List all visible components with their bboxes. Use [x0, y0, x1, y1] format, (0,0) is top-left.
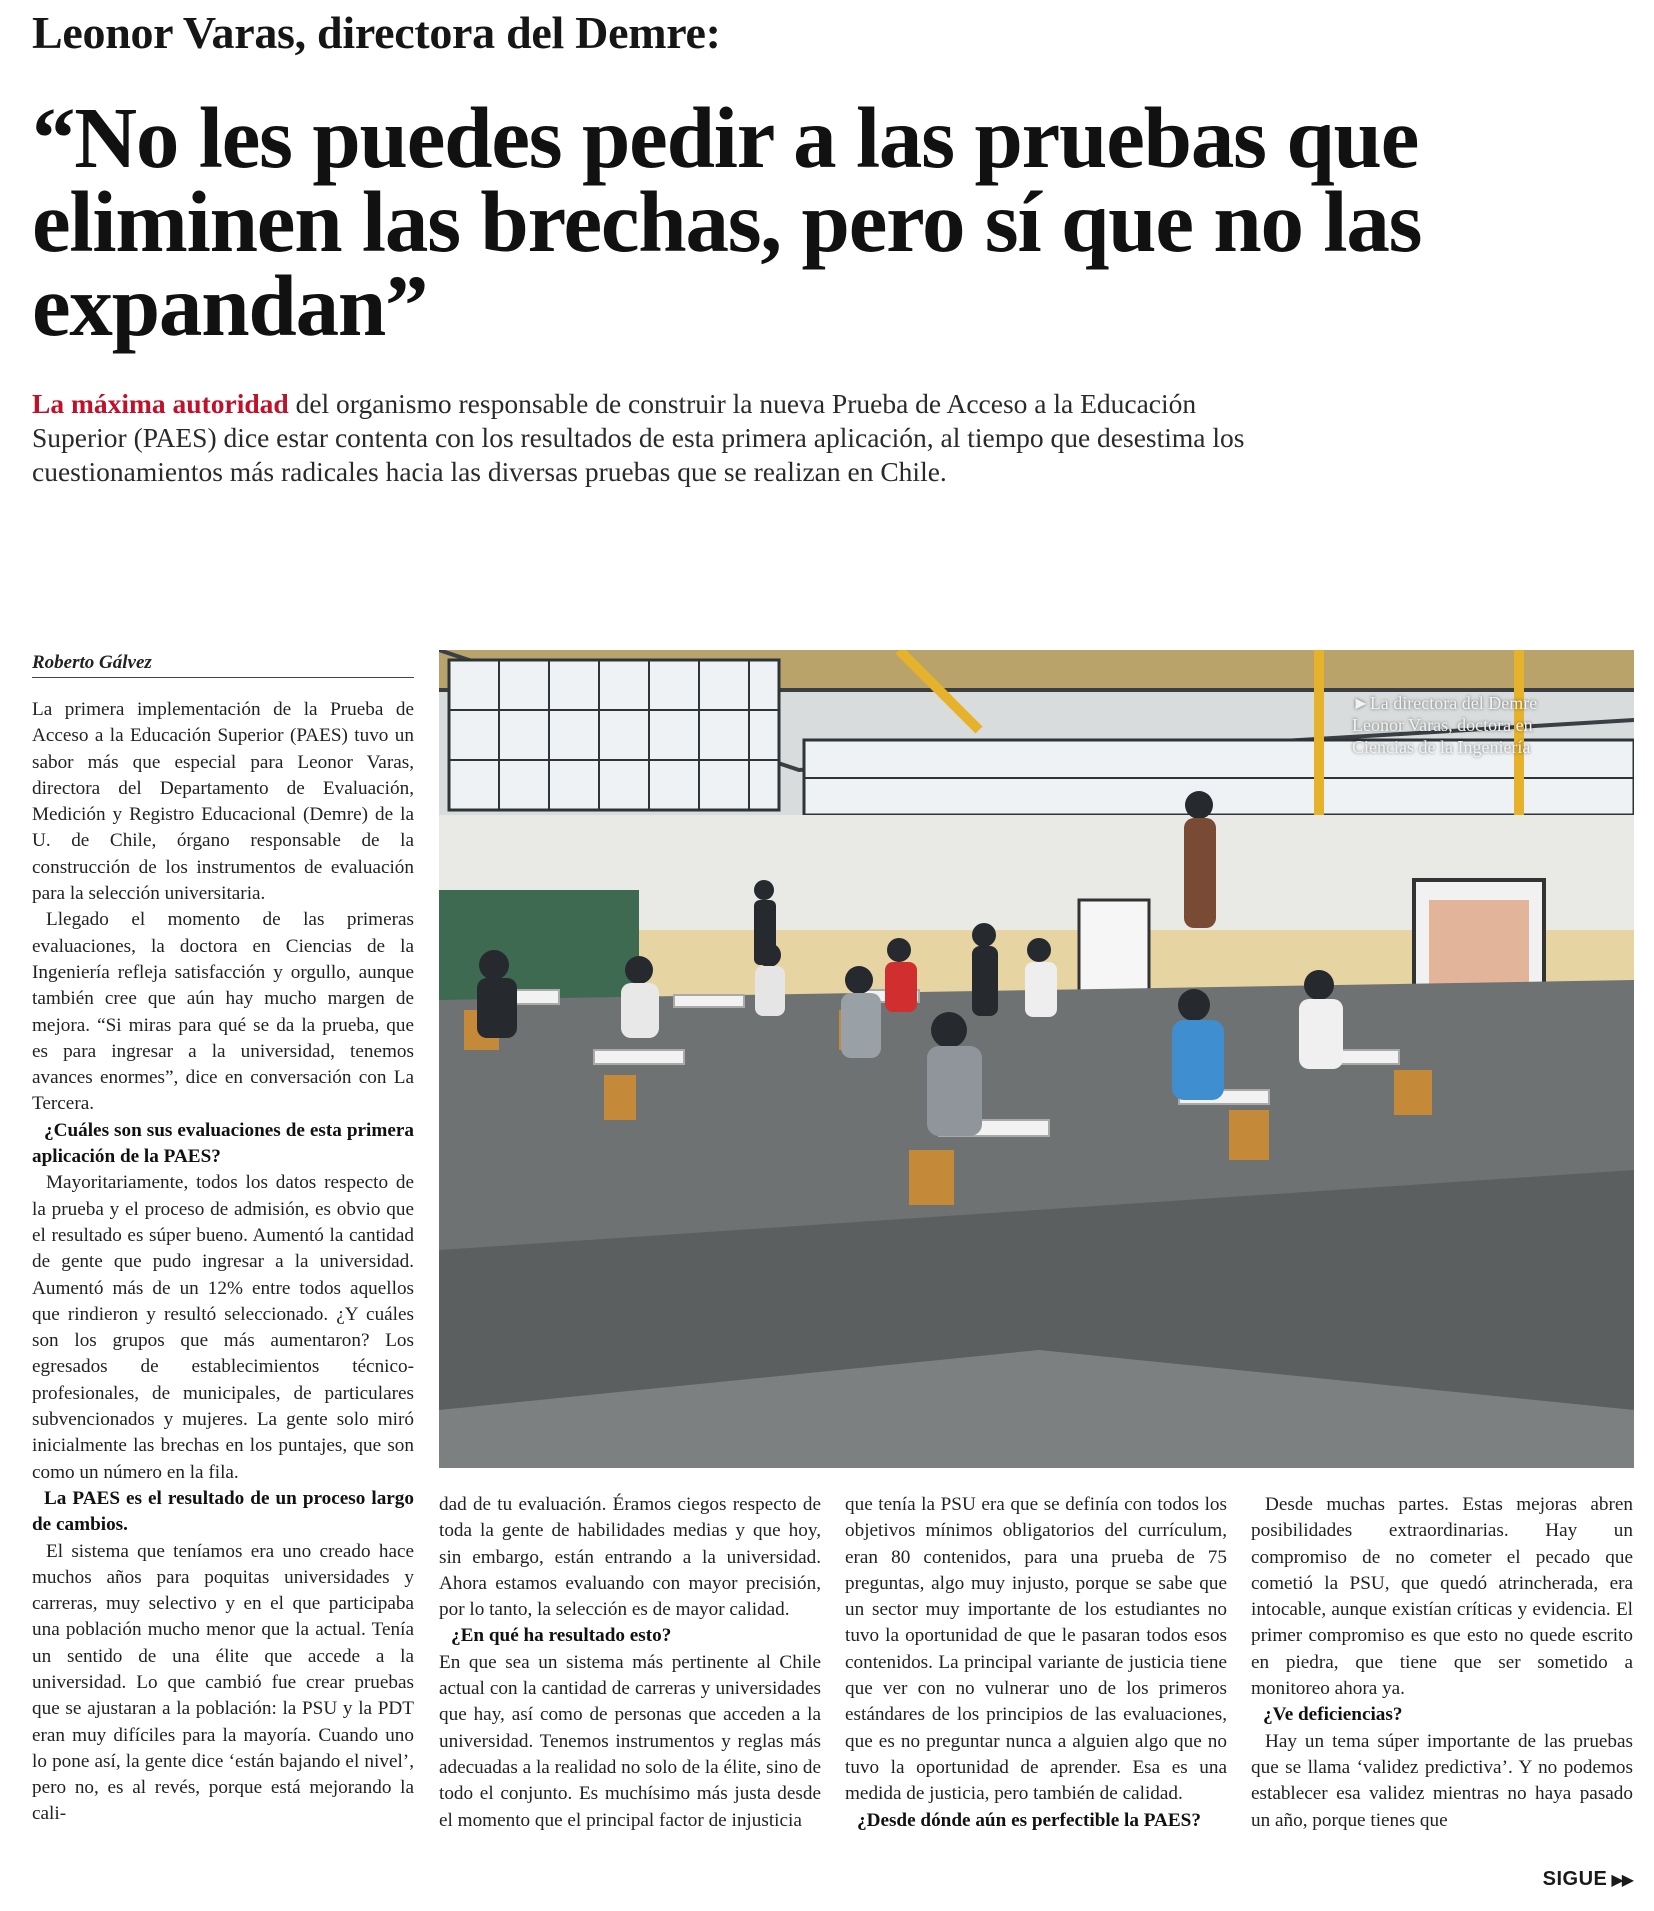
- article-column-4: [1251, 1492, 1633, 1834]
- lead-text: del organismo responsable de construir la nueva Prueba de Acceso a la Educación Superior (PAES) dice estar contenta con los resultados de esta primera aplicación, al tiempo que desestima los cuestionamientos más radicales hacia las diversas pruebas que se realizan en Chile.: [32, 388, 1245, 487]
- paragraph: Desde muchas partes. Estas mejoras abren posibilidades extraordinarias. Hay un compromiso de no cometer el pecado que cometió la PSU, que quedó atrincherada, era intocable, aunque existían críticas y evidencia. El primer compromiso es que esto no quede escrito en piedra, que tiene que ser sometido a monitoreo ahora ya.: [1251, 1494, 1633, 1700]
- article-column-2: [439, 1492, 821, 1834]
- byline: Roberto Gálvez: [32, 652, 414, 678]
- paragraph: Llegado el momento de las primeras evaluaciones, la doctora en Ciencias de la Ingeniería refleja satisfacción y orgullo, aunque también cree que aún hay mucho margen de mejora. “Si miras para qué se da la prueba, que es para ingresar a la universidad, tenemos avances enormes”, dice en conversación con La Tercera.: [32, 909, 414, 1115]
- article-photo: [439, 650, 1634, 1468]
- interview-question: ¿Cuáles son sus evaluaciones de esta primera aplicación de la PAES?: [32, 1119, 414, 1168]
- paragraph: dad de tu evaluación. Éramos ciegos respecto de toda la gente de habilidades medias y que hoy, sin embargo, están entrando a la universidad. Ahora estamos evaluando con mayor precisión, por lo tanto, la selección es de mayor calidad.: [439, 1494, 821, 1621]
- double-arrow-icon: ▶▶: [1611, 1872, 1632, 1889]
- paragraph: que tenía la PSU era que se definía con todos los objetivos mínimos obligatorios del currículum, eran 80 contenidos, para una prueba de 75 preguntas, algo muy injusto, porque se sabe que un sector muy importante de los estudiantes no tuvo la oportunidad de que le pasaran todos esos contenidos. La principal variante de justicia tiene que ver con no vulnerar uno de los primeros estándares de los principios de las evaluaciones, que es no preguntar nunca a alguien algo que no tuvo la oportunidad de aprender. Esa es una medida de justicia, pero también de calidad.: [845, 1494, 1227, 1805]
- article-kicker: Leonor Varas, directora del Demre:: [32, 7, 721, 58]
- article-headline: “No les puedes pedir a las pruebas que eliminen las brechas, pero sí que no las expandan”: [32, 89, 1422, 354]
- lead-highlight: La máxima autoridad: [32, 388, 289, 419]
- paragraph: Mayoritariamente, todos los datos respecto de la prueba y el proceso de admisión, es obvio que el resultado es súper bueno. Aumentó la cantidad de gente que pudo ingresar a la universidad. Aumentó más de un 12% entre todos aquellos que rindieron y resultó seleccionado. ¿Y cuáles son los grupos que más aumentaron? Los egresados de establecimientos técnico-profesionales, de municipales, de particulares subvencionados y mujeres. La gente solo miró inicialmente las brechas en los puntajes, que son como un número en la fila.: [32, 1172, 414, 1483]
- interview-question: ¿Desde dónde aún es perfectible la PAES?: [857, 1809, 1201, 1831]
- article-lead: [32, 387, 1272, 489]
- photo-caption: ►La directora del Demre Leonor Varas, doctora en Ciencias de la Ingeniería: [1352, 693, 1538, 757]
- continue-marker: [1543, 1868, 1632, 1891]
- interview-question: ¿Ve deficiencias?: [1263, 1704, 1403, 1726]
- continue-label: SIGUE: [1542, 1868, 1608, 1890]
- exam-hall-illustration: [439, 650, 1634, 1468]
- paragraph: En que sea un sistema más pertinente al Chile actual con la cantidad de carreras y universidades que hay, así como de personas que acceden a la universidad. Tenemos instrumentos y reglas más adecuadas a la realidad no solo de la élite, sino de todo el conjunto. Es muchísimo más justa desde el momento que el principal factor de injusticia: [439, 1651, 821, 1831]
- paragraph: La primera implementación de la Prueba de Acceso a la Educación Superior (PAES) tuvo un sabor más que especial para Leonor Varas, directora del Departamento de Evaluación, Medición y Registro Educacional (Demre) de la U. de Chile, órgano responsable de la construcción de los instrumentos de evaluación para la selección universitaria.: [32, 699, 414, 905]
- interview-question: ¿En qué ha resultado esto?: [451, 1625, 672, 1647]
- interview-question: La PAES es el resultado de un proceso largo de cambios.: [32, 1487, 414, 1536]
- paragraph: Hay un tema súper importante de las pruebas que se llama ‘validez predictiva’. Y no podemos establecer esa validez mientras no haya pasado un año, porque tienes que: [1251, 1730, 1633, 1831]
- article-column-3: [845, 1492, 1227, 1834]
- paragraph: El sistema que teníamos era uno creado hace muchos años para poquitas universidades y carreras, muy selectivo y en el que participaba una población mucho menor que la actual. Tenía un sentido de una élite que accede a la universidad. Lo que cambió fue crear pruebas que se ajustaran a la población: la PSU y la PDT eran muy difíciles para la mayoría. Cuando uno lo pone así, la gente dice ‘están bajando el nivel’, pero no, es al revés, porque está mejorando la cali-: [32, 1540, 414, 1825]
- article-column-1: [32, 697, 414, 1897]
